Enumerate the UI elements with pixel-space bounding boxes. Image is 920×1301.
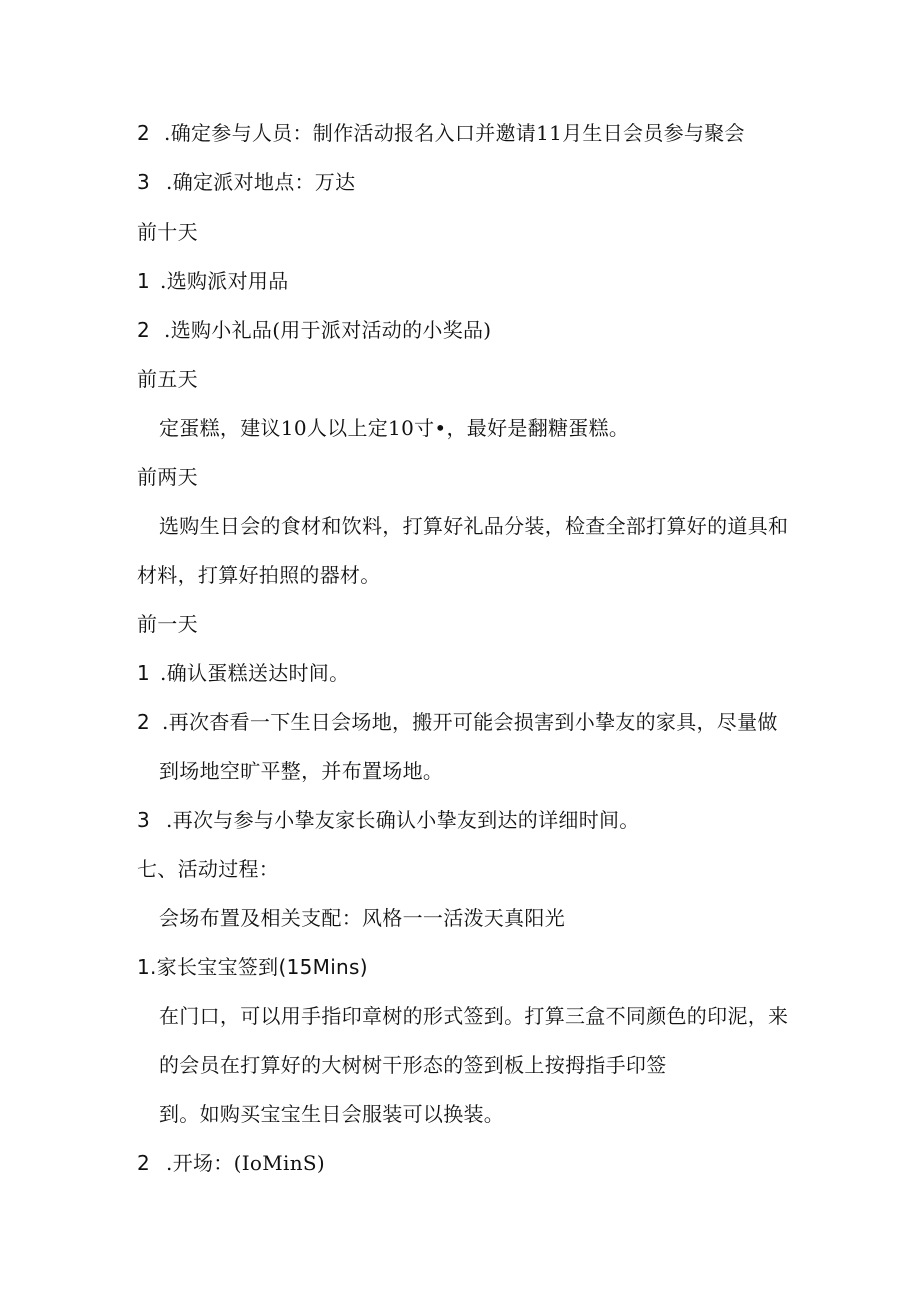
text-line: 定蛋糕，建议10人以上定10寸•，最好是翻糖蛋糕。 bbox=[159, 416, 630, 440]
text-line: 到场地空旷平整，并布置场地。 bbox=[159, 759, 444, 783]
list-number: 2 bbox=[137, 710, 151, 734]
text-line: 在门口，可以用手指印章树的形式签到。打算三盒不同颜色的印泥，来 bbox=[159, 1004, 789, 1028]
line-text: .选购派对用品 bbox=[160, 269, 289, 293]
list-number: 3 bbox=[137, 170, 151, 194]
text-line bbox=[137, 708, 778, 736]
list-number: 2 bbox=[137, 121, 151, 145]
text-line bbox=[137, 267, 289, 295]
section-heading: 前十天 bbox=[137, 220, 198, 244]
text-line: 的会员在打算好的大树树干形态的签到板上按拇指手印签 bbox=[159, 1053, 667, 1077]
text-line: 到。如购买宝宝生日会服装可以换装。 bbox=[159, 1102, 505, 1126]
text-line: 会场布置及相关支配：风格一一活泼天真阳光 bbox=[159, 906, 565, 930]
line-text: .确定派对地点：万达 bbox=[166, 170, 356, 194]
line-text: .选购小礼品(用于派对活动的小奖品) bbox=[164, 318, 492, 342]
section-heading: 前五天 bbox=[137, 367, 198, 391]
list-number: 1 bbox=[137, 661, 151, 685]
line-text: .开场：(IoMinS) bbox=[166, 1151, 325, 1175]
text-line bbox=[137, 1149, 325, 1177]
text-line bbox=[137, 119, 745, 147]
text-line: 材料，打算好拍照的器材。 bbox=[137, 563, 381, 587]
list-number: 2 bbox=[137, 318, 151, 342]
line-text: .确认蛋糕送达时间。 bbox=[160, 661, 350, 685]
list-number: 2 bbox=[137, 1151, 151, 1175]
line-text: .再次与参与小挚友家长确认小挚友到达的详细时间。 bbox=[166, 808, 640, 832]
section-heading: 七、活动过程： bbox=[137, 857, 280, 881]
text-line bbox=[137, 806, 640, 834]
text-line: 选购生日会的食材和饮料，打算好礼品分装，检查全部打算好的道具和 bbox=[159, 514, 789, 538]
list-number: 3 bbox=[137, 808, 151, 832]
section-heading: 前一天 bbox=[137, 612, 198, 636]
text-line: 1.家长宝宝签到(15Mins) bbox=[137, 955, 368, 979]
text-line bbox=[137, 316, 491, 344]
text-line bbox=[137, 659, 349, 687]
list-number: 1 bbox=[137, 269, 151, 293]
line-text: .再次杳看一下生日会场地，搬开可能会损害到小挚友的家具，尽量做 bbox=[162, 710, 778, 734]
line-text: .确定参与人员：制作活动报名入口并邀请11月生日会员参与聚会 bbox=[164, 121, 745, 145]
section-heading: 前两天 bbox=[137, 465, 198, 489]
text-line bbox=[137, 168, 355, 196]
